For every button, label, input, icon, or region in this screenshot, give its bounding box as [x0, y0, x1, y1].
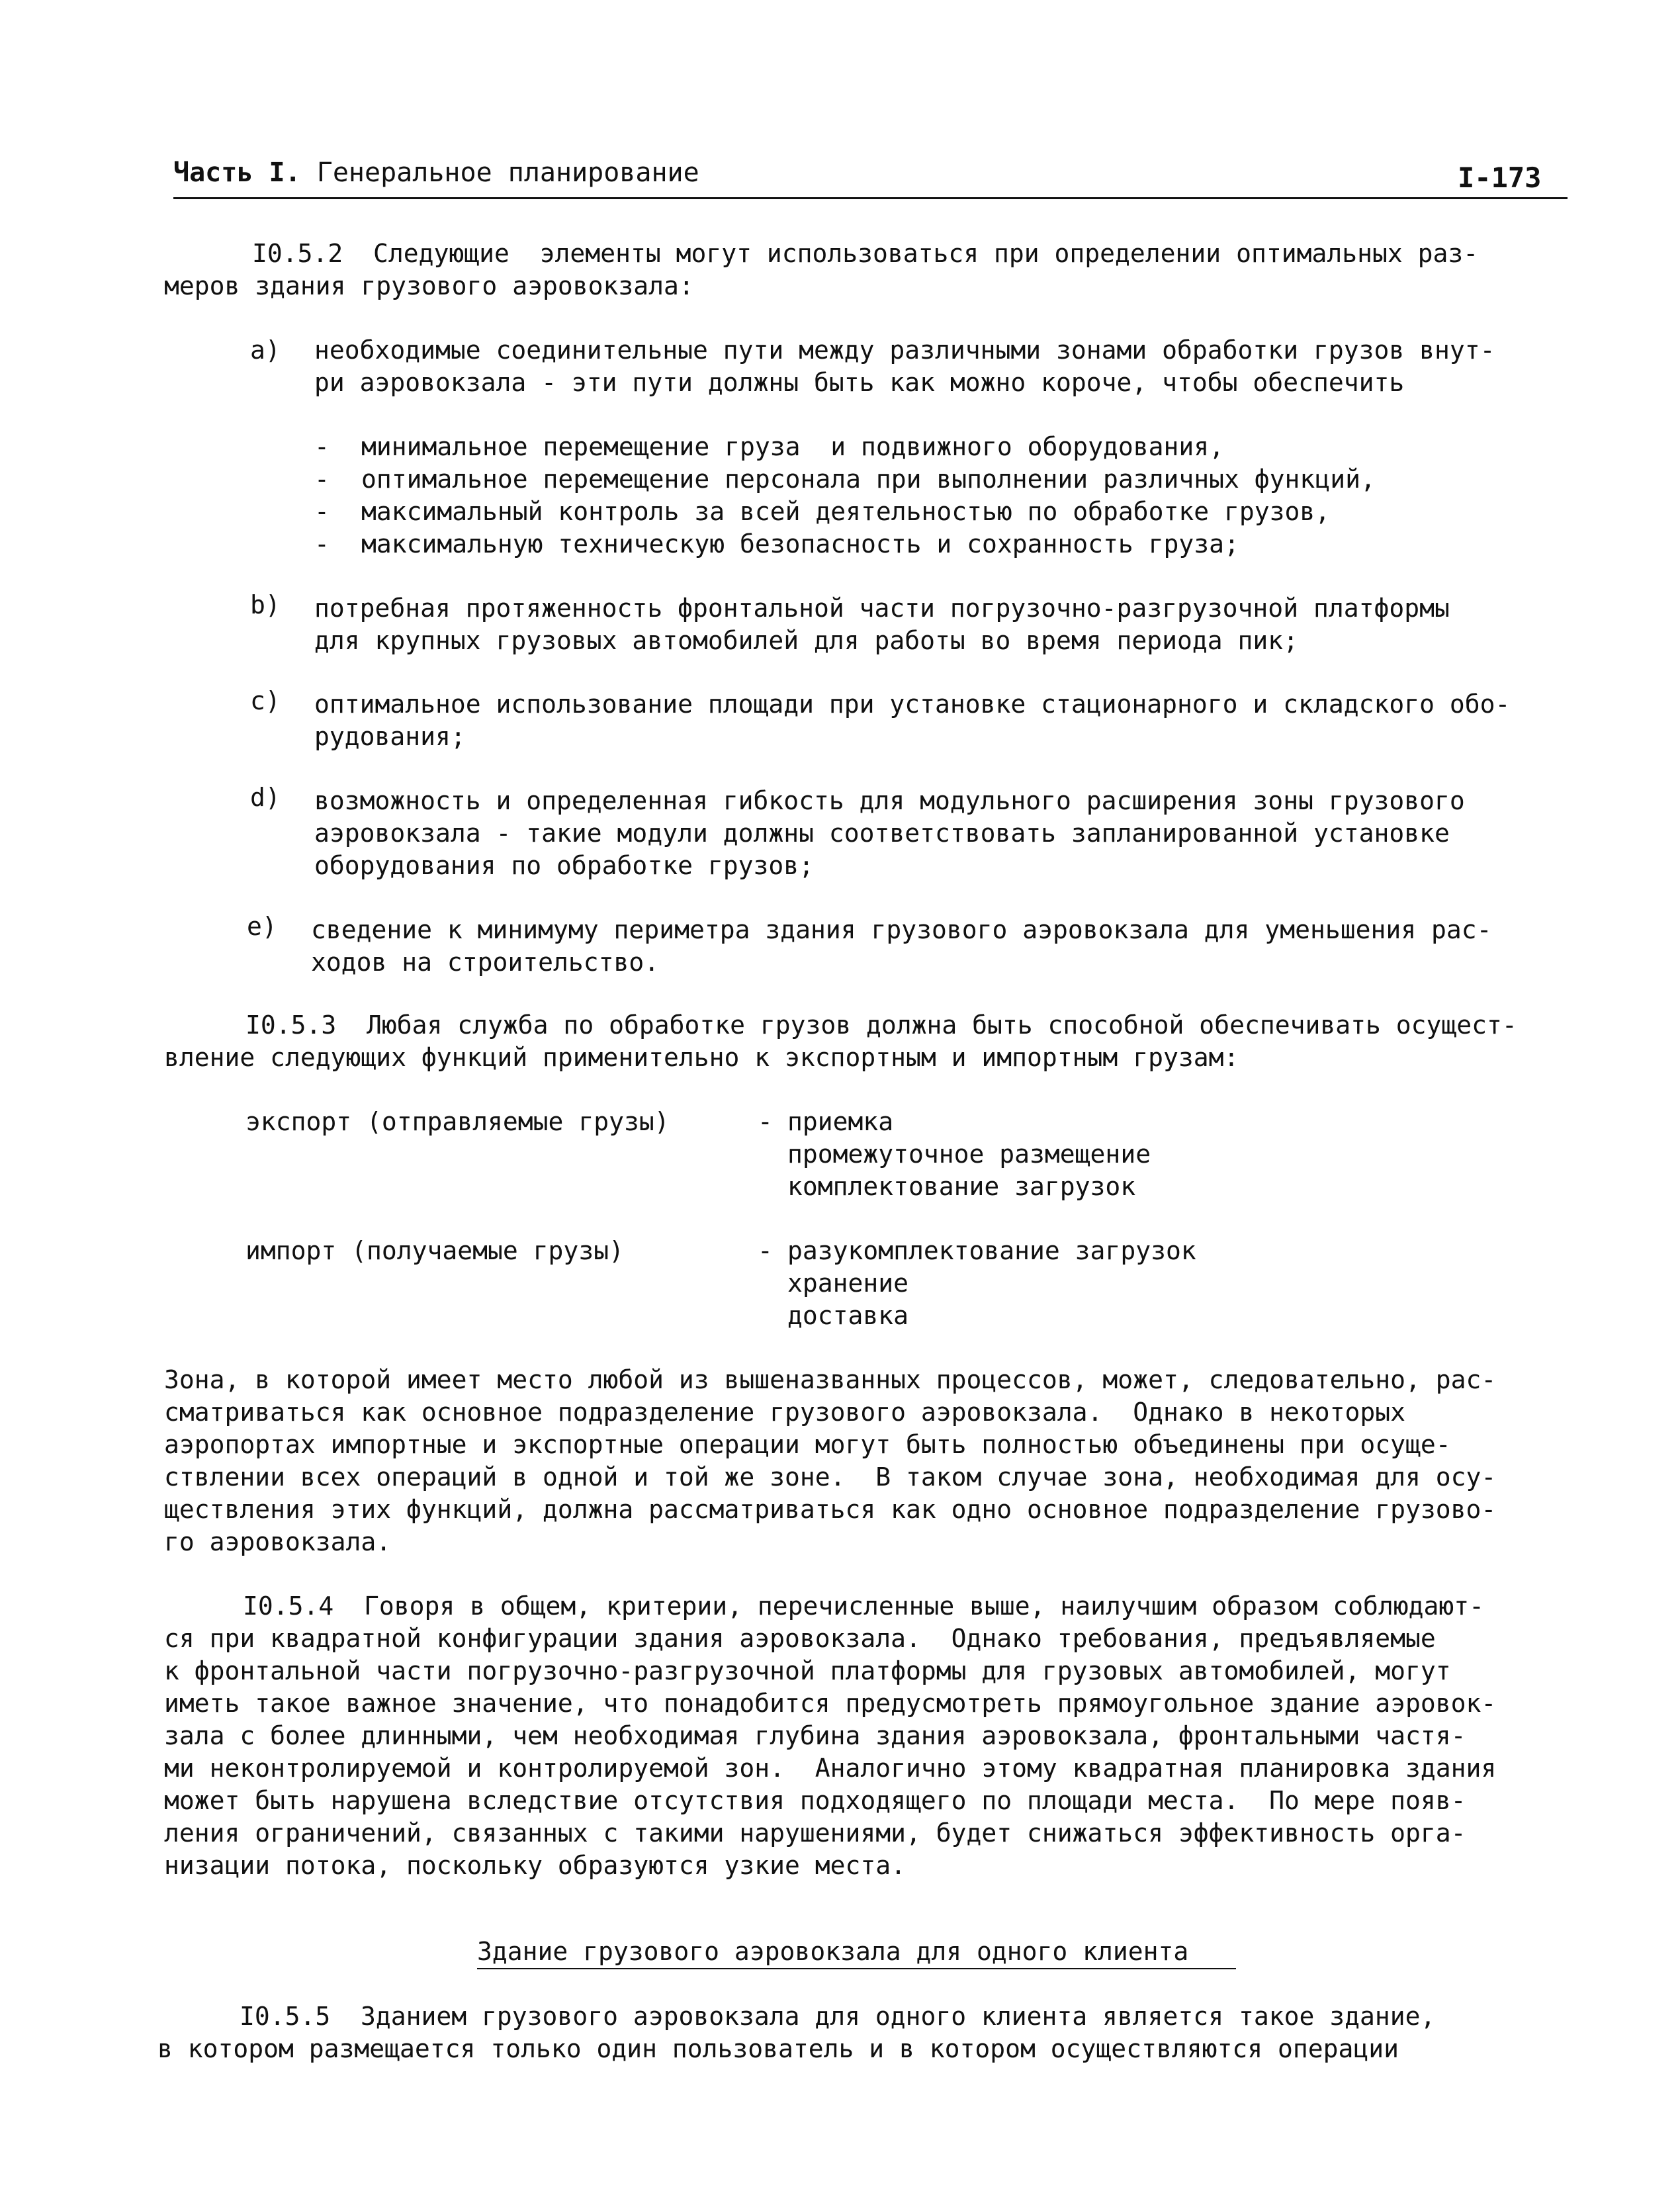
list-label-d: d) — [250, 783, 281, 812]
paragraph-line: иметь такое важное значение, что понадобится предусмотреть прямоугольное здание аэровок- — [164, 1689, 1497, 1718]
list-item-line: сведение к минимуму периметра здания грузового аэровокзала для уменьшения рас- — [311, 915, 1492, 944]
function-term: экспорт (отправляемые грузы) — [245, 1107, 670, 1136]
paragraph-line: вление следующих функций применительно к экспортным и импортным грузам: — [164, 1043, 1239, 1072]
list-item-line: ходов на строительство. — [311, 948, 660, 977]
paragraph-line: ществления этих функций, должна рассматриваться как одно основное подразделение грузово- — [164, 1495, 1497, 1524]
list-label-c: c) — [250, 686, 281, 715]
function-dash: - — [758, 1236, 773, 1265]
function-dash: - — [758, 1107, 773, 1136]
paragraph-line: I0.5.5 Зданием грузового аэровокзала для одного клиента является такое здание, — [240, 2002, 1436, 2031]
list-item-line: оптимальное использование площади при установке стационарного и складского обо- — [314, 690, 1511, 719]
sub-bullet-dash: - — [314, 432, 330, 461]
paragraph-line: зала с более длинными, чем необходимая глубина здания аэровокзала, фронтальными частя- — [164, 1721, 1466, 1750]
paragraph-line: ствлении всех операций в одной и той же зоне. В таком случае зона, необходимая для осу- — [164, 1462, 1497, 1492]
list-item-line: потребная протяженность фронтальной части погрузочно-разгрузочной платформы — [314, 594, 1450, 623]
section-heading: Здание грузового аэровокзала для одного клиента — [477, 1937, 1189, 1966]
function-value: разукомплектование загрузок — [787, 1236, 1196, 1265]
paragraph-line: к фронтальной части погрузочно-разгрузочной платформы для грузовых автомобилей, могут — [164, 1656, 1451, 1685]
list-label-a: a) — [250, 335, 281, 365]
sub-bullet-text: максимальный контроль за всей деятельностью по обработке грузов, — [361, 497, 1331, 526]
list-item-line: оборудования по обработке грузов; — [314, 851, 814, 880]
sub-bullet-dash: - — [314, 529, 330, 558]
sub-bullet-dash: - — [314, 465, 330, 494]
header-rule — [173, 197, 1568, 199]
paragraph-line: I0.5.3 Любая служба по обработке грузов должна быть способной обеспечивать осущест- — [245, 1010, 1517, 1040]
list-item-line: возможность и определенная гибкость для модульного расширения зоны грузового — [314, 786, 1465, 815]
paragraph-line: ми неконтролируемой и контролируемой зон. Аналогично этому квадратная планировка здания — [164, 1754, 1497, 1783]
function-value: доставка — [787, 1301, 909, 1330]
running-header — [173, 157, 699, 188]
function-value: комплектование загрузок — [787, 1172, 1136, 1201]
sub-bullet-dash: - — [314, 497, 330, 526]
function-value: промежуточное размещение — [787, 1139, 1151, 1169]
list-item-line: рудования; — [314, 722, 466, 751]
list-label-b: b) — [250, 590, 281, 619]
list-item-line: ри аэровокзала - эти пути должны быть как можно короче, чтобы обеспечить — [314, 368, 1405, 397]
list-label-e: e) — [247, 912, 277, 941]
function-value: хранение — [787, 1269, 909, 1298]
paragraph-line: аэропортах импортные и экспортные операции могут быть полностью объединены при осуще- — [164, 1430, 1451, 1459]
paragraph-line: меров здания грузового аэровокзала: — [164, 271, 694, 300]
paragraph-line: Зона, в которой имеет место любой из вышеназванных процессов, может, следовательно, рас- — [164, 1365, 1497, 1394]
paragraph-line: I0.5.2 Следующие элементы могут использоваться при определении оптимальных раз- — [252, 239, 1479, 268]
paragraph-line: в котором размещается только один пользователь и в котором осуществляются операции — [157, 2034, 1399, 2063]
list-item-line: для крупных грузовых автомобилей для работы во время периода пик; — [314, 626, 1299, 655]
paragraph-line: сматриваться как основное подразделение грузового аэровокзала. Однако в некоторых — [164, 1398, 1405, 1427]
part-label: Часть I. — [173, 157, 301, 188]
function-value: приемка — [787, 1107, 894, 1136]
page-number: I-173 — [1458, 161, 1542, 194]
paragraph-line: го аэровокзала. — [164, 1527, 392, 1556]
paragraph-line: I0.5.4 Говоря в общем, критерии, перечисленные выше, наилучшим образом соблюдают- — [243, 1591, 1484, 1621]
list-item-line: аэровокзала - такие модули должны соответствовать запланированной установке — [314, 819, 1450, 848]
sub-bullet-text: максимальную техническую безопасность и сохранность груза; — [361, 529, 1239, 558]
sub-bullet-text: минимальное перемещение груза и подвижного оборудования, — [361, 432, 1225, 461]
paragraph-line: может быть нарушена вследствие отсутствия подходящего по площади места. По мере появ- — [164, 1786, 1466, 1815]
part-title: Генеральное планирование — [316, 157, 699, 188]
sub-bullet-text: оптимальное перемещение персонала при выполнении различных функций, — [361, 465, 1376, 494]
section-heading-underline — [477, 1968, 1236, 1969]
paragraph-line: низации потока, поскольку образуются узкие места. — [164, 1851, 906, 1880]
paragraph-line: ления ограничений, связанных с такими нарушениями, будет снижаться эффективность орга- — [164, 1818, 1466, 1848]
paragraph-line: ся при квадратной конфигурации здания аэровокзала. Однако требования, предъявляемые — [164, 1624, 1436, 1653]
function-term: импорт (получаемые грузы) — [245, 1236, 624, 1265]
list-item-line: необходимые соединительные пути между различными зонами обработки грузов внут- — [314, 335, 1495, 365]
